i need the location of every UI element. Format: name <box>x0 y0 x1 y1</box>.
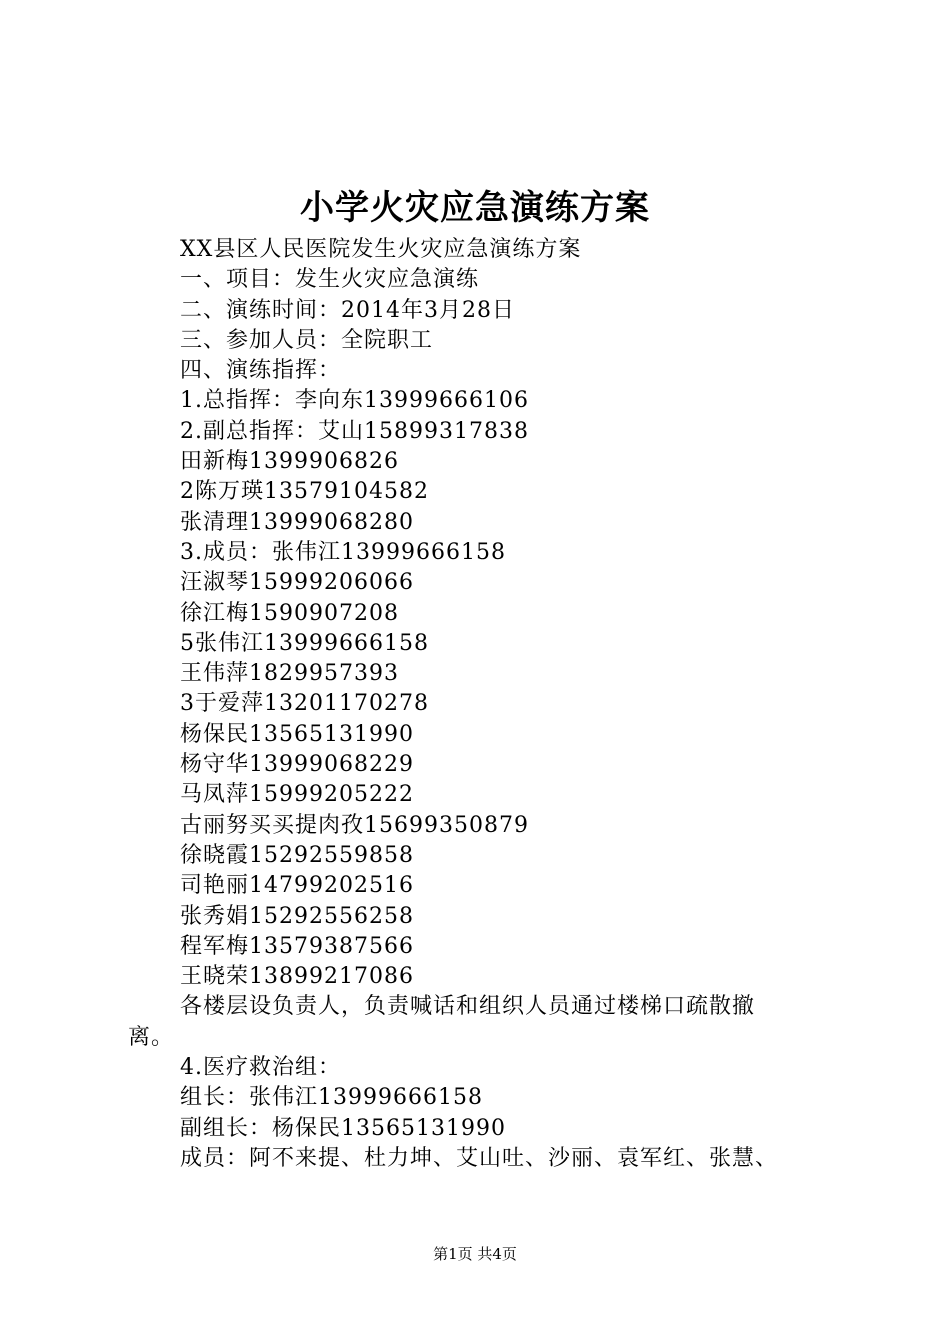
text-line: 王伟萍1829957393 <box>180 661 399 687</box>
text-line: 2陈万瑛13579104582 <box>180 479 429 505</box>
text-line: 四、演练指挥： <box>180 358 342 384</box>
text-line: 张清理13999068280 <box>180 509 414 535</box>
text-line: 4.医疗救治组： <box>180 1055 341 1081</box>
text-line: 3于爱萍13201170278 <box>180 691 429 717</box>
text-line: 3.成员：张伟江13999666158 <box>180 539 506 565</box>
paragraph-continuation-line: 离。 <box>128 1024 175 1050</box>
text-line: 杨保民13565131990 <box>180 721 414 747</box>
page-footer: 第1页 共4页 <box>433 1245 517 1263</box>
text-line: 徐晓霞15292559858 <box>180 842 414 868</box>
document-body <box>128 235 870 1174</box>
document-title: 小学火灾应急演练方案 <box>300 188 650 228</box>
paragraph-first-line: 各楼层设负责人，负责喊话和组织人员通过楼梯口疏散撤 <box>180 994 756 1020</box>
text-line: 田新梅1399906826 <box>180 449 399 475</box>
text-line: 徐江梅1590907208 <box>180 600 399 626</box>
text-line: 司艳丽14799202516 <box>180 873 414 899</box>
text-line: 杨守华13999068229 <box>180 752 414 778</box>
text-line: 三、参加人员：全院职工 <box>180 327 434 353</box>
text-line: 成员：阿不来提、杜力坤、艾山吐、沙丽、袁军红、张慧、 <box>180 1145 779 1171</box>
text-line: 程军梅13579387566 <box>180 933 414 959</box>
text-line: 2.副总指挥：艾山15899317838 <box>180 418 529 444</box>
text-line: 王晓荣13899217086 <box>180 964 414 990</box>
text-line: 马凤萍15999205222 <box>180 782 414 808</box>
text-line: 二、演练时间：2014年3月28日 <box>180 297 515 323</box>
text-line: 1.总指挥：李向东13999666106 <box>180 388 529 414</box>
text-line: XX县区人民医院发生火灾应急演练方案 <box>180 237 582 262</box>
text-line: 一、项目：发生火灾应急演练 <box>180 267 480 293</box>
text-line: 张秀娟15292556258 <box>180 903 414 929</box>
text-line: 5张伟江13999666158 <box>180 630 429 656</box>
text-line: 组长：张伟江13999666158 <box>180 1085 483 1111</box>
text-line: 汪淑琴15999206066 <box>180 570 414 596</box>
text-line: 副组长：杨保民13565131990 <box>180 1115 506 1141</box>
text-line: 古丽努买买提肉孜15699350879 <box>180 812 529 838</box>
